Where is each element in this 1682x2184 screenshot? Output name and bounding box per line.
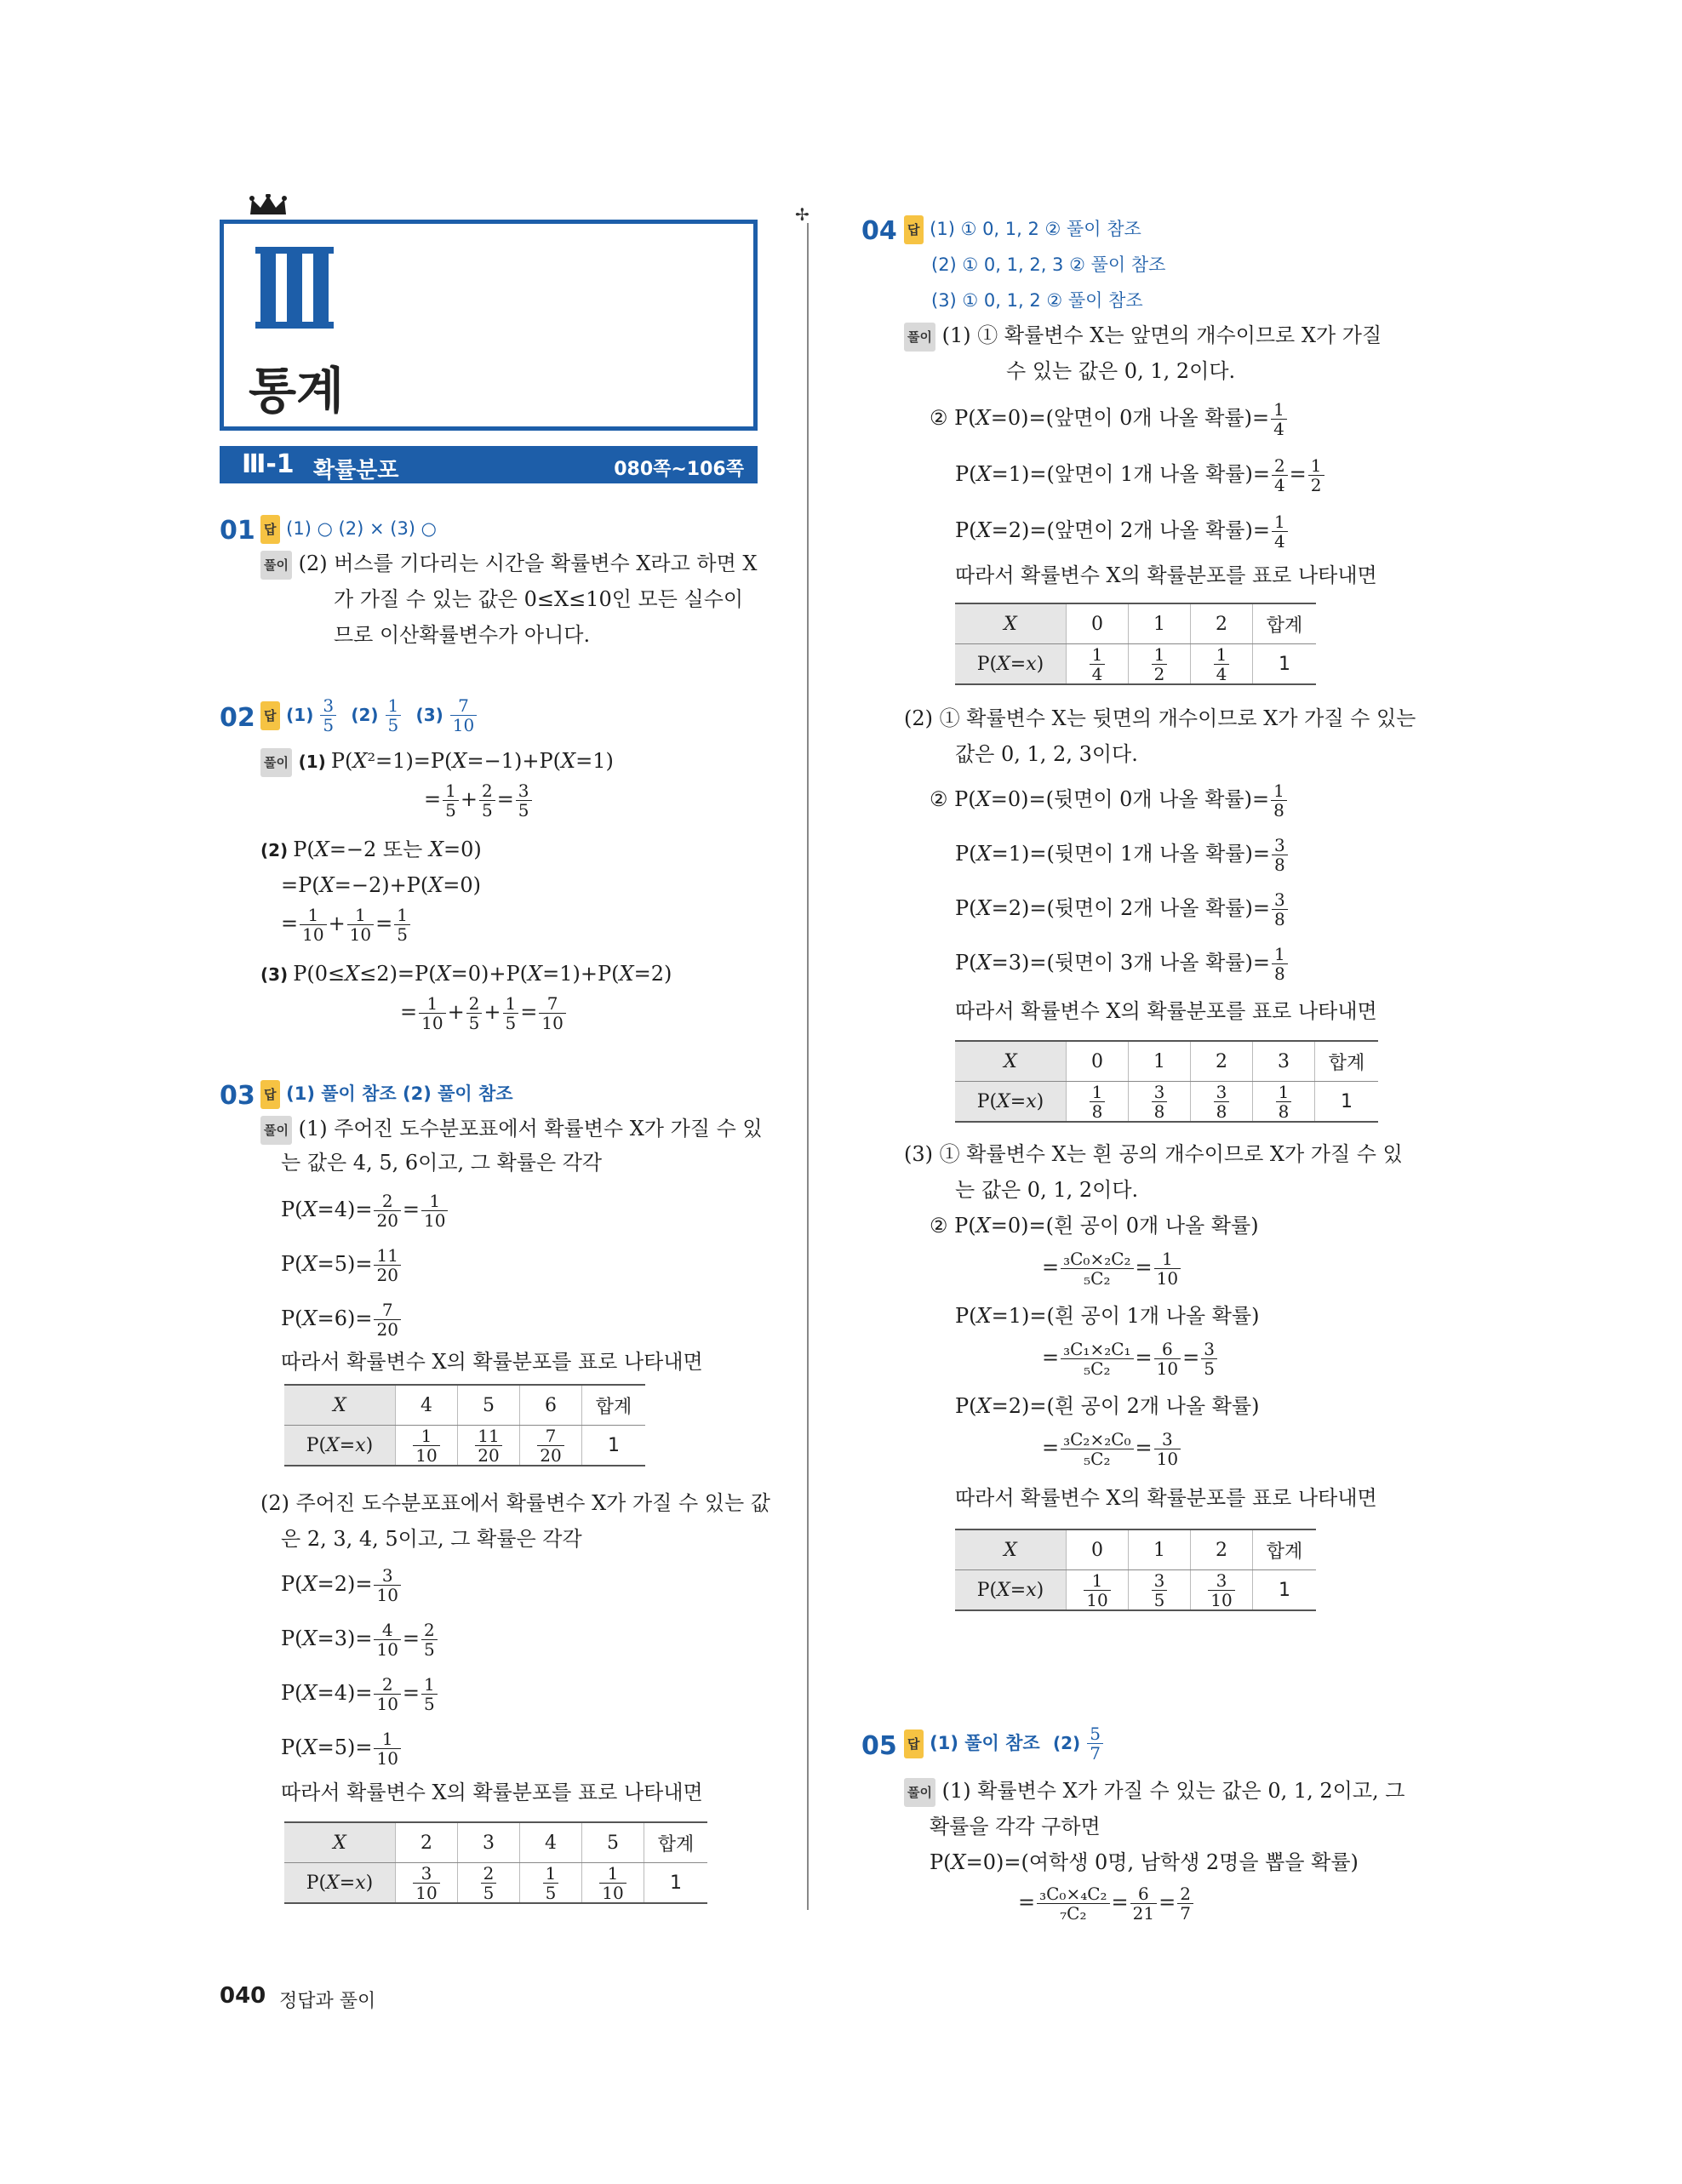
distribution-table: X 4 5 6 합계 P(X=x) $\frac{1}{10}$ $\frac{11}{20}$ $\frac{7}{20}$ 1 [284,1384,645,1466]
solution-line: 따라서 확률변수 X의 확률분포를 표로 나타내면 [955,999,1377,1023]
equation: = $\frac{\text{₃C₀×₄C₂}}{\text{₇C₂}}$ = $\frac{6}{21}$ = $\frac{2}{7}$ [1018,1884,1195,1923]
section-bar [220,446,758,483]
equation: P(X=5)= $\frac{11}{20}$ [281,1246,403,1284]
equation: = $\frac{1}{10}$ + $\frac{2}{5}$ + $\frac{1}{5}$ = $\frac{7}{10}$ [400,994,568,1032]
equation: ② P(X=0)=(앞면이 0개 나올 확률)= $\frac{1}{4}$ [930,400,1289,438]
solution-tag: 풀이 [260,551,292,580]
question-number: 03 [220,1081,255,1111]
solution-line: 풀이 (1) P(X²=1)=P(X=−1)+P(X=1) [260,747,614,777]
equation: P(X=2)= $\frac{3}{10}$ [281,1566,403,1604]
distribution-table: X 0 1 2 합계 P(X=x) $\frac{1}{10}$ $\frac{3}{5}$ $\frac{3}{10}$ 1 [955,1529,1316,1611]
solution-line: 따라서 확률변수 X의 확률분포를 표로 나타내면 [281,1350,703,1374]
equation: P(X=2)=(흰 공이 2개 나올 확률) [955,1394,1260,1418]
equation: P(X=0)=(여학생 0명, 남학생 2명을 뽑을 확률) [930,1850,1359,1874]
solution-line: (3) ① 확률변수 X는 흰 공의 개수이므로 X가 가질 수 있 [904,1142,1403,1166]
solution-line: 따라서 확률변수 X의 확률분포를 표로 나타내면 [955,1486,1377,1510]
page-number: 040 [220,1983,266,2009]
equation: = $\frac{\text{₃C₂×₂C₀}}{\text{₅C₂}}$ = $\frac{3}{10}$ [1042,1430,1182,1468]
equation: P(X=6)= $\frac{7}{20}$ [281,1301,403,1339]
solution-line: 므로 이산확률변수가 아니다. [334,623,591,647]
solution-line: 는 값은 4, 5, 6이고, 그 확률은 각각 [281,1151,603,1175]
equation: ② P(X=0)=(흰 공이 0개 나올 확률) [930,1214,1259,1238]
equation: P(X=1)=(뒷면이 1개 나올 확률)= $\frac{3}{8}$ [955,836,1290,874]
solution-line: 는 값은 0, 1, 2이다. [955,1178,1139,1202]
crown-icon [249,194,288,218]
equation: P(X=5)= $\frac{1}{10}$ [281,1729,403,1768]
equation: = $\frac{1}{5}$ + $\frac{2}{5}$ = $\frac{3}{5}$ [424,781,534,820]
divider-ornament-icon: ✢ [795,204,810,225]
section-number: Ⅲ-1 [242,449,295,479]
answer-line: 답 (1) ○ (2) × (3) ○ [260,514,437,544]
answer-tag: 답 [260,515,280,544]
solution-line: 은 2, 3, 4, 5이고, 그 확률은 각각 [281,1527,582,1551]
question-number: 02 [220,703,255,733]
equation: P(X=3)=(뒷면이 3개 나올 확률)= $\frac{1}{8}$ [955,945,1290,983]
answer-line: (3) ① 0, 1, 2 ② 풀이 참조 [931,290,1143,311]
solution-line: 풀이 (1) 확률변수 X가 가질 수 있는 값은 0, 1, 2이고, 그 [904,1777,1405,1807]
chapter-title: 통계 [249,362,345,420]
solution-line: (3) P(0≤X≤2)=P(X=0)+P(X=1)+P(X=2) [260,962,672,986]
solution-line: 수 있는 값은 0, 1, 2이다. [1006,359,1236,383]
equation: P(X=2)=(뒷면이 2개 나올 확률)= $\frac{3}{8}$ [955,890,1290,929]
equation: P(X=1)=(흰 공이 1개 나올 확률) [955,1304,1260,1328]
question-number: 04 [861,216,897,246]
solution-line: 풀이 (1) ① 확률변수 X는 앞면의 개수이므로 X가 가질 [904,322,1382,352]
answer-line: 답 (1) 풀이 참조 (2) $\frac{5}{7}$ [904,1724,1105,1763]
column-divider [807,223,809,1910]
answer-line: (2) ① 0, 1, 2, 3 ② 풀이 참조 [931,254,1166,275]
chapter-numeral [255,247,334,329]
solution-line: 따라서 확률변수 X의 확률분포를 표로 나타내면 [955,563,1377,587]
footer-label: 정답과 풀이 [279,1991,376,2012]
distribution-table: X 0 1 2 3 합계 P(X=x) $\frac{1}{8}$ $\frac{3}{8}$ $\frac{3}{8}$ $\frac{1}{8}$ 1 [955,1040,1378,1123]
equation: = $\frac{1}{10}$ + $\frac{1}{10}$ = $\frac{1}{5}$ [281,906,412,944]
equation: P(X=4)= $\frac{2}{10}$ = $\frac{1}{5}$ [281,1675,439,1713]
answer-line: 답 (1) $\frac{3}{5}$ (2) $\frac{1}{5}$ (3) $\frac{7}{10}$ [260,696,478,735]
equation: = $\frac{\text{₃C₁×₂C₁}}{\text{₅C₂}}$ = $\frac{6}{10}$ = $\frac{3}{5}$ [1042,1340,1219,1378]
question-number: 01 [220,516,255,546]
solution-line: 풀이 (2) 버스를 기다리는 시간을 확률변수 X라고 하면 X [260,550,758,580]
solution-line: (2) 주어진 도수분포표에서 확률변수 X가 가질 수 있는 값 [260,1491,770,1515]
equation: P(X=1)=(앞면이 1개 나올 확률)= $\frac{2}{4}$ = $\frac{1}{2}$ [955,456,1326,495]
solution-line: (2) ① 확률변수 X는 뒷면의 개수이므로 X가 가질 수 있는 [904,706,1416,730]
answer-line: 답 (1) 풀이 참조 (2) 풀이 참조 [260,1079,513,1109]
solution-line: 풀이 (1) 주어진 도수분포표에서 확률변수 X가 가질 수 있 [260,1115,763,1145]
equation: =P(X=−2)+P(X=0) [281,873,482,897]
solution-line: 따라서 확률변수 X의 확률분포를 표로 나타내면 [281,1781,703,1804]
solution-line: 확률을 각각 구하면 [930,1815,1101,1838]
section-pages: 080쪽~106쪽 [614,459,744,480]
distribution-table: X 0 1 2 합계 P(X=x) $\frac{1}{4}$ $\frac{1}{2}$ $\frac{1}{4}$ 1 [955,603,1316,685]
question-number: 05 [861,1731,897,1761]
equation: P(X=4)= $\frac{2}{20}$ = $\frac{1}{10}$ [281,1192,449,1230]
solution-line: 가 가질 수 있는 값은 0≤X≤10인 모든 실수이 [334,587,744,611]
answer-line: 답 (1) ① 0, 1, 2 ② 풀이 참조 [904,214,1141,244]
equation: = $\frac{\text{₃C₀×₂C₂}}{\text{₅C₂}}$ = $\frac{1}{10}$ [1042,1249,1182,1288]
equation: P(X=3)= $\frac{4}{10}$ = $\frac{2}{5}$ [281,1621,439,1659]
section-name: 확률분포 [313,458,399,483]
equation: ② P(X=0)=(뒷면이 0개 나올 확률)= $\frac{1}{8}$ [930,781,1289,820]
equation: P(X=2)=(앞면이 2개 나올 확률)= $\frac{1}{4}$ [955,512,1290,551]
solution-line: (2) P(X=−2 또는 X=0) [260,838,482,861]
solution-line: 값은 0, 1, 2, 3이다. [955,742,1138,766]
distribution-table: X 2 3 4 5 합계 P(X=x) $\frac{3}{10}$ $\frac{2}{5}$ $\frac{1}{5}$ $\frac{1}{10}$ 1 [284,1821,707,1904]
